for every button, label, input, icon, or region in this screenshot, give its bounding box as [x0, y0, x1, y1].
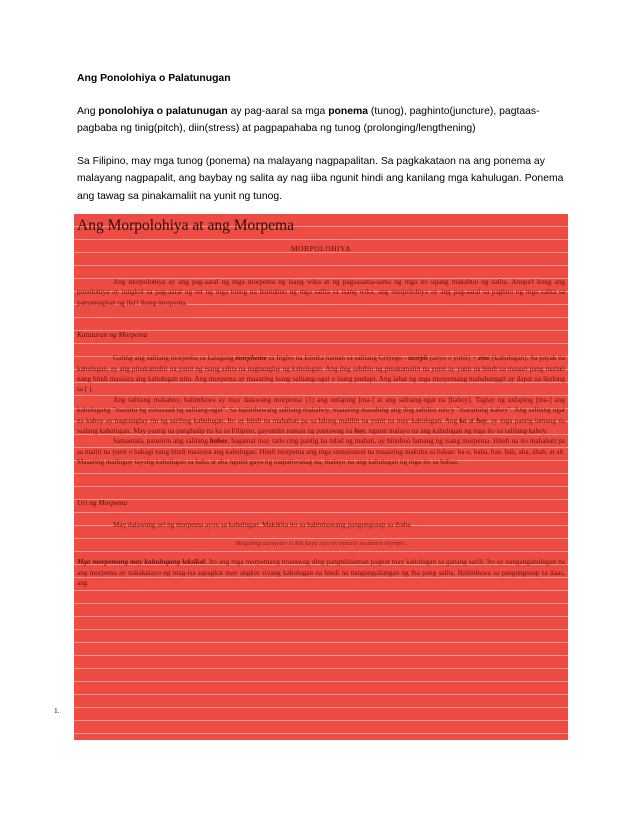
- italic-term: eme: [478, 354, 491, 363]
- section-title: Ang Ponolohiya o Palatunugan: [77, 73, 231, 84]
- text-fragment: (anyo o yunit) +: [427, 354, 479, 363]
- text-fragment: , ngunit malayo na ang kahulugan ng mga ito sa salitang kahoy.: [365, 427, 548, 436]
- example-sentence: Magaling sumayaw si Rik kaya siya ay nanalo sa dance olympic.: [235, 540, 407, 548]
- makahoy-example: [77, 395, 565, 437]
- text-fragment: sa Ingles na kinuha naman sa salitang Griyego -: [266, 354, 409, 363]
- text-fragment: Ito ang mga morpemang tinatawag ding pangnilalaman pagkat may kahulugan sa ganang sarili. Ito ay nangangahulugan na ang morpema ay nakakatayo ng mag-isa sapagkat may angkin siyang kahulugan na hindi na nangangailangan ng iba pang salita. Halimbawa sa pangungusap sa itaas, ang: [77, 558, 565, 587]
- ponolohiya-section: [77, 70, 567, 220]
- text-fragment: Ang: [77, 105, 99, 117]
- ponolohiya-definition: [77, 103, 567, 138]
- section-uri-heading: Uri ng Morpema: [77, 497, 128, 507]
- bold-term: ponolohiya o palatunugan: [98, 105, 228, 117]
- highlighted-morpolohiya-block: [74, 214, 568, 740]
- morpolohiya-subheading: MORPOLOHIYA: [290, 244, 352, 253]
- paragraph-text: Ang morpolohiya ay ang pag-aaral ng mga morpema ng isang wika at ng pagsasama-sama ng mga ito upang makabuo ng salita. Anupa't kung ang ponolohiya ay tungkol sa pag-aaral ng set ng mga tunog na bumubuo ng mga salita sa isang wika, ang morpolohiya ay ang pag-aaral sa pagbuo ng mga salita sa pamamagitan ng iba't ibang morpema.: [77, 278, 565, 307]
- bold-term: ponema: [328, 105, 369, 117]
- intro-paragraph: [74, 277, 568, 308]
- text-fragment: , bagamat may tatlo ring pantig na tulad ng mabait, ay binubuo lamang ng isang morpema. Hindi na ito mahahati pa sa maliit na yunit o bahagi nang hindi masisira ang kahulugan. Hindi morpema ang mga sumusunod na maaaring makuha sa babae: ba-e, baba, bae, bab, aba, abab, at ab. Masaring maibigay tayong kahulugan sa baba at aba ngunit gaya ng naipaliwanag na, malayo na ang kahulugan ng mga ito sa babae.: [77, 437, 565, 467]
- list-item: [74, 557, 568, 588]
- italic-term: Mga morpemang may kahulugang leksikal.: [77, 558, 207, 567]
- paragraph-text: May dalawang uri ng morpema ayon sa kahulugan. Makikita ito sa halimbawang pangungusap sa ibaba.: [113, 520, 413, 529]
- italic-term: hoy: [476, 416, 488, 425]
- italic-term: hoy: [354, 427, 366, 436]
- uri-paragraph: [74, 520, 568, 530]
- text-fragment: Samantala, pansinin ang salitang: [113, 437, 210, 446]
- text-fragment: ay pag-aaral sa mga: [227, 105, 329, 117]
- ponema-paragraph: Sa Filipino, may mga tunog (ponema) na malayang nagpapalitan. Sa pagkakataon na ang ponema ay malayang nagpapalit, ang baybay ng salita ay nag iiba ngunit hindi ang kanilang mga kahulugan. Ponema ang tawag sa pinakamaliit na yunit ng tunog.: [77, 155, 564, 202]
- morpolohiya-heading: Ang Morpolohiya at ang Morpema: [77, 217, 294, 234]
- text-fragment: Ang salitang makahoy, halimbawa ay may dalawang morpema: (1) ang unlaping [ma-] at ang salitang-ugat na [kahoy]. Taglay ng unlaping [ma-] ang kahulugang "marami ng isinasaad ng salitang-ugat". Sa halimbawang salitang makahoy, maaaring masabing ang ibig sabihin nito'y "maraming kahoy". Ang salitang ugat na kahoy ay nagtataglay rin ng sariling kahulugan. Ito ay hindi na mahahati pa sa lalong maliliit na yunit na may kahulugan. Ang: [77, 395, 565, 425]
- italic-term: babae: [209, 437, 228, 446]
- italic-term: ka: [459, 416, 467, 425]
- babae-example: [77, 436, 565, 467]
- text-fragment: Galing ang salitang morpema sa katagang: [113, 354, 236, 363]
- italic-term: morpheme: [235, 354, 267, 363]
- text-fragment: (tunog), paghinto(juncture), pagtaas-pagbaba ng tinig(pitch), diin(stress) at pagpapahaba ng tunog (prolonging/lengthening): [77, 105, 540, 134]
- list-number: 1.: [54, 706, 60, 715]
- text-fragment: , ay mga pantig lamang na walang kahulugan. May pantig na panghalip na ka sa Filipino, gayundin naman ng pantawag na: [77, 416, 565, 436]
- text-fragment: (kahulugan). Sa payak na kahulugan, ay ang pinakamaliit na yunit ng isang salita na nagtataglay ng kahulugan. Ang ibig sabihin ng pinakamaliit na yunit ay yunit na hindi na maaari pang mahati nang hindi masisira ang kahulugan nito. Ang morpema ay maaaring isang salitang-ugat o isang panlapi. Ang lahat ng mga morpemang mababanggit ay dapat na ikulong sa [ ].: [77, 354, 565, 394]
- section-katuturan-heading: Katuturan ng Morpema: [77, 330, 148, 340]
- text-fragment: at: [466, 416, 477, 425]
- italic-term: morph: [408, 354, 428, 363]
- definition-paragraph: [74, 353, 568, 467]
